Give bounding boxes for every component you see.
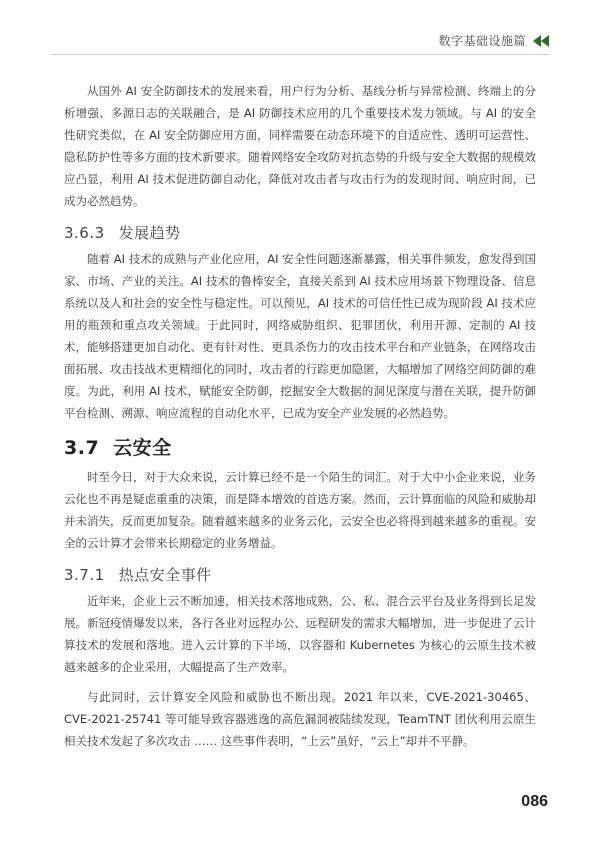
section-3-6-3-paragraph: 随着 AI 技术的成熟与产业化应用，AI 安全性问题逐渐暴露，相关事件频发，愈发得到国家、市场、产业的关注。AI 技术的鲁棒安全，直接关系到 AI 技术应用场景下物理设备、信息系统以及人和社会的安全性与稳定性。可以预见，AI 技术的可信任性已成为现阶段 AI 技术应用的瓶颈和重点攻关领域。于此同时，网络威胁组织、犯罪团伙，利用开源、定制的 AI 技术，能够搭建更加自动化、更有针对性、更具杀伤力的攻击技术平台和产业链条，在网络攻击面拓展、攻击技战术更精细化的同时，攻击者的行踪更加隐匿，大幅增加了网络空间防御的难度。为此，利用 AI 技术，赋能安全防御，挖掘安全大数据的洞见深度与潜在关联，提升防御平台检测、溯源、响应流程的自动化水平，已成为安全产业发展的必然趋势。 xyxy=(64,252,536,420)
section-3-7-1-paragraph-2: 与此同时，云计算安全风险和威胁也不断出现。2021 年以来，CVE-2021-30465、CVE-2021-25741 等可能导致容器逃逸的高危漏洞被陆续发现，TeamTNT 团伙利用云原生相关技术发起了多次攻击 …… 这些事件表明，“上云”虽好，“云上”却并不平静。 xyxy=(64,690,536,748)
section-number: 3.7 xyxy=(64,437,100,459)
section-3-7-paragraph: 时至今日，对于大众来说，云计算已经不是一个陌生的词汇。对于大中小企业来说，业务云化也不再是疑虑重重的决策，而是降本增效的首选方案。然而，云计算面临的风险和威胁却并未消失，反而更加复杂。随着越来越多的业务云化，云安全也必将得到越来越多的重视。安全的云计算才会带来长期稳定的业务增益。 xyxy=(64,470,536,550)
section-number: 3.6.3 xyxy=(64,224,105,242)
section-title: 发展趋势 xyxy=(118,224,181,242)
page-number: 086 xyxy=(521,793,548,810)
section-heading-3-7-1 xyxy=(64,562,536,588)
intro-paragraph: 从国外 AI 安全防御技术的发展来看，用户行为分析、基线分析与异常检测、终端上的分析增强、多源日志的关联融合，是 AI 防御技术应用的几个重要技术发力领域。与 AI 的安全性研究类似，在 AI 安全防御应用方面，同样需要在动态环境下的自适应性、透明可运营性、隐私防护性等多方面的技术新要求。随着网络安全攻防对抗态势的升级与安全大数据的规模效应凸显，利用 AI 技术促进防御自动化，降低对攻击者与攻击行为的发现时间、响应时间，已成为必然趋势。 xyxy=(64,84,536,208)
section-heading-3-6-3 xyxy=(64,220,536,246)
header-divider xyxy=(50,54,550,55)
section-number: 3.7.1 xyxy=(64,566,105,584)
section-heading-3-7 xyxy=(64,432,536,464)
page-content xyxy=(64,80,536,760)
header-title: 数字基础设施篇 xyxy=(438,34,526,48)
double-left-chevron-icon xyxy=(532,35,550,47)
section-title: 热点安全事件 xyxy=(118,566,212,584)
section-title: 云安全 xyxy=(113,437,172,459)
page-header xyxy=(438,32,550,49)
section-3-7-1-paragraph-1: 近年来，企业上云不断加速，相关技术落地成熟，公、私、混合云平台及业务得到长足发展。新冠疫情爆发以来，各行各业对远程办公、远程研发的需求大幅增加，进一步促进了云计算技术的发展和落地。进入云计算的下半场，以容器和 Kubernetes 为核心的云原生技术被越来越多的企业采用，大幅提高了生产效率。 xyxy=(64,594,536,674)
